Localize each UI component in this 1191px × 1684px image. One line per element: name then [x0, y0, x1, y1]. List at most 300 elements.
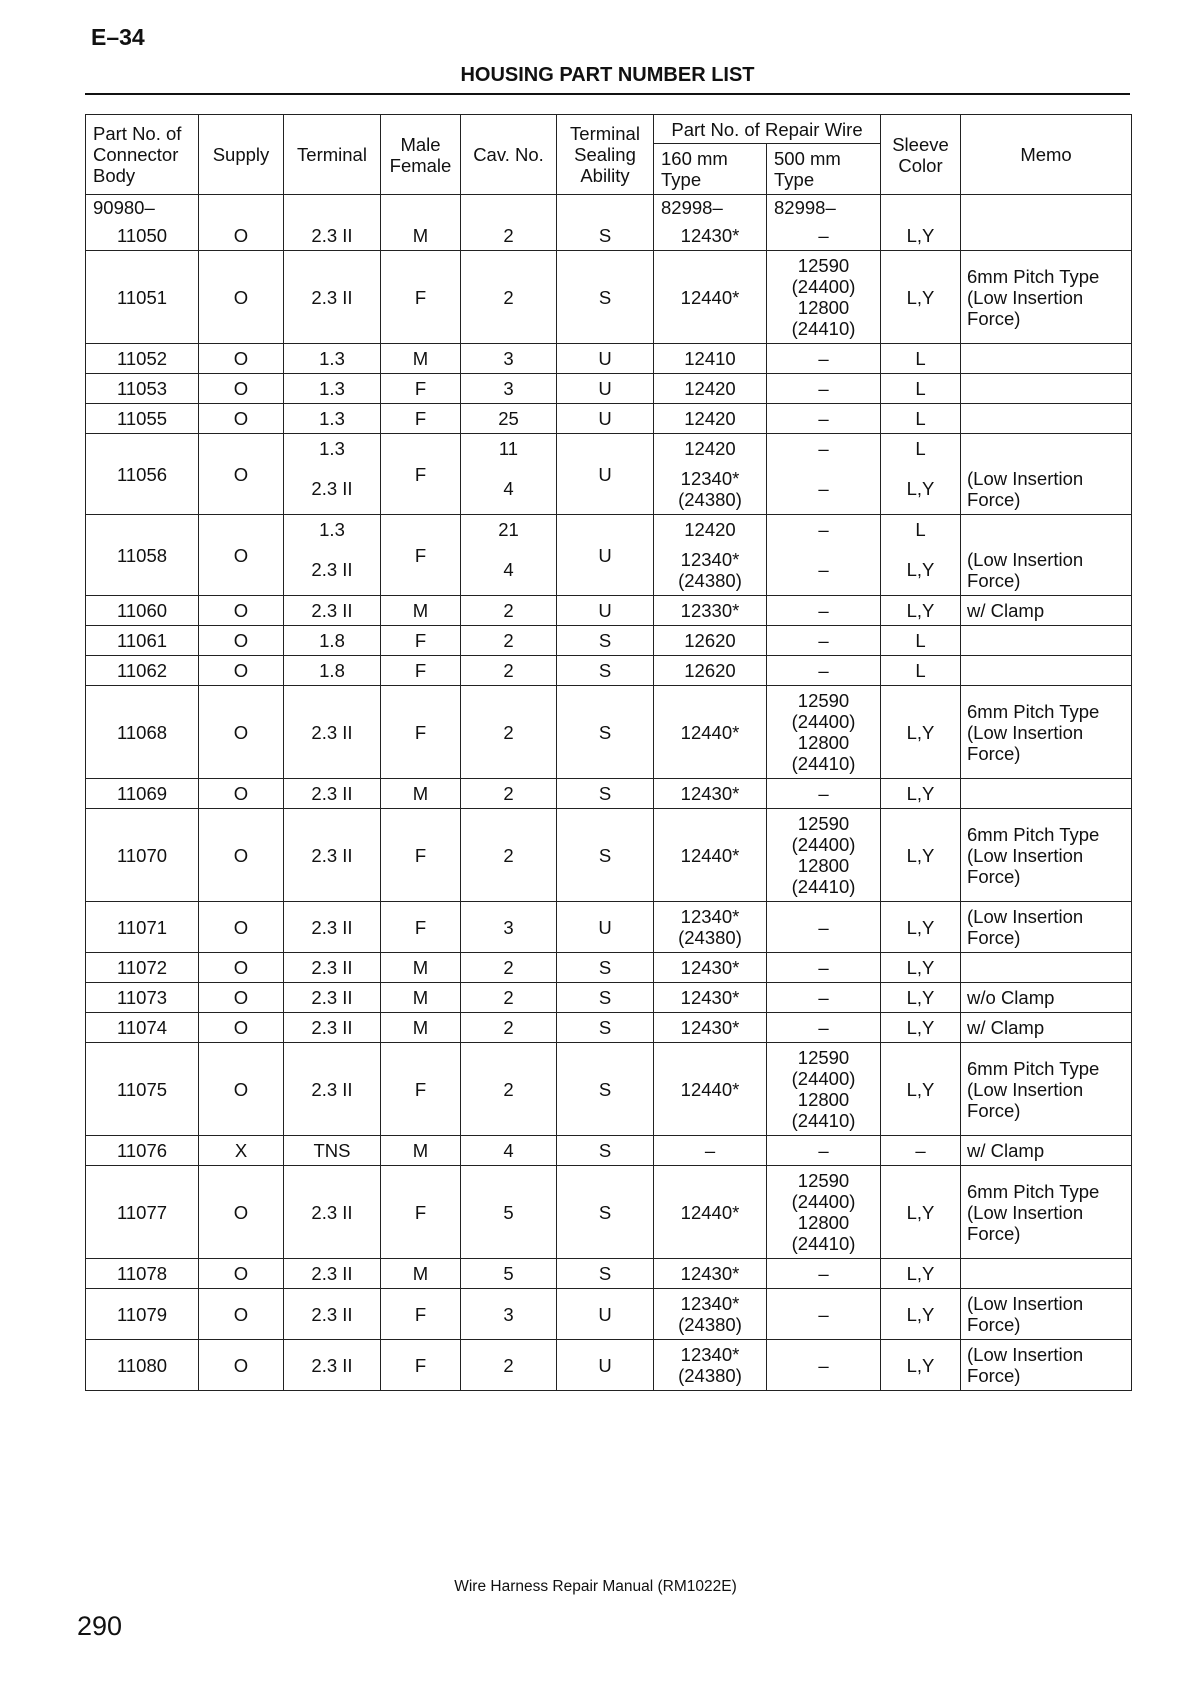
cell-male-female: M	[381, 953, 461, 983]
cell-male-female: F	[381, 374, 461, 404]
cell-sleeve: L,Y	[881, 1166, 961, 1259]
table-row	[86, 902, 1132, 953]
cell-160mm	[654, 344, 767, 374]
cell-male-female: M	[381, 779, 461, 809]
cell-part-no: 11073	[86, 983, 199, 1013]
cell-male-female: F	[381, 1166, 461, 1259]
cell-line: 12590	[797, 813, 850, 834]
cell-line: (24410)	[791, 876, 856, 897]
cell-memo	[961, 374, 1132, 404]
cell-500mm	[767, 779, 881, 809]
cell-supply: O	[199, 515, 284, 596]
table-row	[86, 953, 1132, 983]
header-memo: Memo	[961, 115, 1132, 195]
table-header	[86, 115, 1132, 195]
cell-male-female: M	[381, 344, 461, 374]
cell-line: (Low Insertion	[967, 844, 1084, 866]
header-repair-wire: Part No. of Repair Wire	[654, 115, 881, 144]
page-number: 290	[77, 1611, 123, 1641]
cell-line: 12410	[684, 348, 736, 369]
cell-part-no: 11077	[86, 1166, 199, 1259]
cell-line: 6mm Pitch Type	[967, 700, 1100, 722]
cell-line: (Low Insertion	[967, 286, 1084, 308]
cell-part-no: 11051	[86, 251, 199, 344]
cell-supply: X	[199, 1136, 284, 1166]
cell-terminal: 2.3 II	[284, 686, 381, 779]
header-sealing: Terminal Sealing Ability	[557, 115, 654, 195]
prefix-blank	[557, 195, 654, 221]
cell-memo	[961, 1289, 1132, 1340]
cell-memo	[961, 983, 1132, 1013]
cell-line: 12330*	[680, 600, 740, 621]
cell-memo	[961, 809, 1132, 902]
cell-terminal: 2.3 II	[284, 464, 381, 515]
cell-terminal: 2.3 II	[284, 1043, 381, 1136]
cell-male-female: F	[381, 515, 461, 596]
header-cav-no: Cav. No.	[461, 115, 557, 195]
cell-sealing: S	[557, 1013, 654, 1043]
cell-500mm	[767, 404, 881, 434]
cell-500mm	[767, 344, 881, 374]
cell-sleeve: L,Y	[881, 464, 961, 515]
table-row	[86, 596, 1132, 626]
cell-part-no: 11052	[86, 344, 199, 374]
table-row	[86, 251, 1132, 344]
cell-sealing: S	[557, 686, 654, 779]
cell-cav-no: 4	[461, 1136, 557, 1166]
cell-sleeve: L,Y	[881, 902, 961, 953]
cell-male-female: F	[381, 902, 461, 953]
cell-cav-no: 3	[461, 1289, 557, 1340]
table-row	[86, 221, 1132, 251]
prefix-160mm: 82998–	[654, 195, 767, 221]
footer-text: Wire Harness Repair Manual (RM1022E)	[454, 1578, 737, 1595]
cell-line: –	[818, 600, 829, 621]
cell-sleeve: L,Y	[881, 983, 961, 1013]
cell-supply: O	[199, 344, 284, 374]
cell-160mm	[654, 809, 767, 902]
cell-male-female: F	[381, 1340, 461, 1391]
cell-line: 12620	[684, 630, 736, 651]
cell-line: –	[818, 1354, 829, 1376]
cell-sealing: U	[557, 902, 654, 953]
cell-160mm	[654, 779, 767, 809]
cell-terminal: TNS	[284, 1136, 381, 1166]
cell-male-female: F	[381, 626, 461, 656]
cell-500mm	[767, 1340, 881, 1391]
cell-male-female: M	[381, 1259, 461, 1289]
cell-line: 12800	[797, 1089, 850, 1110]
cell-sleeve: L,Y	[881, 251, 961, 344]
cell-160mm	[654, 464, 767, 515]
cell-part-no: 11068	[86, 686, 199, 779]
cell-500mm	[767, 596, 881, 626]
cell-500mm	[767, 221, 881, 251]
cell-160mm	[654, 902, 767, 953]
cell-cav-no: 2	[461, 596, 557, 626]
cell-terminal: 2.3 II	[284, 779, 381, 809]
cell-line: –	[818, 378, 829, 399]
cell-sleeve: L	[881, 404, 961, 434]
cell-supply: O	[199, 902, 284, 953]
cell-500mm	[767, 953, 881, 983]
cell-terminal: 2.3 II	[284, 1289, 381, 1340]
cell-sealing: U	[557, 515, 654, 596]
cell-terminal: 1.8	[284, 656, 381, 686]
cell-160mm	[654, 686, 767, 779]
cell-500mm	[767, 1043, 881, 1136]
prefix-row	[86, 195, 1132, 221]
cell-line: (Low Insertion	[967, 548, 1084, 570]
cell-memo	[961, 221, 1132, 251]
cell-line: –	[818, 1303, 829, 1325]
cell-terminal: 2.3 II	[284, 596, 381, 626]
cell-sleeve: L	[881, 434, 961, 464]
cell-cav-no: 4	[461, 545, 557, 596]
table-row	[86, 374, 1132, 404]
table-row	[86, 1136, 1132, 1166]
cell-line: 12430*	[680, 987, 740, 1008]
cell-cav-no: 2	[461, 626, 557, 656]
cell-line: (24400)	[791, 1068, 856, 1089]
cell-line: 12800	[797, 1212, 850, 1233]
cell-part-no: 11062	[86, 656, 199, 686]
cell-supply: O	[199, 1013, 284, 1043]
cell-line: (24400)	[791, 276, 856, 297]
cell-male-female: M	[381, 596, 461, 626]
cell-part-no: 11074	[86, 1013, 199, 1043]
cell-cav-no: 2	[461, 809, 557, 902]
table-body	[86, 195, 1132, 1391]
cell-sealing: S	[557, 656, 654, 686]
cell-part-no: 11055	[86, 404, 199, 434]
cell-supply: O	[199, 809, 284, 902]
cell-line: 12590	[797, 1047, 850, 1068]
cell-part-no: 11058	[86, 515, 199, 596]
cell-sealing: S	[557, 953, 654, 983]
cell-line: Force)	[967, 927, 1021, 948]
cell-500mm	[767, 1013, 881, 1043]
cell-line: 12620	[684, 660, 736, 681]
cell-line: (24410)	[791, 318, 856, 339]
cell-memo	[961, 1166, 1132, 1259]
cell-sealing: U	[557, 596, 654, 626]
cell-line: 12440*	[680, 286, 740, 308]
cell-line: 12430*	[680, 783, 740, 804]
cell-male-female: F	[381, 1043, 461, 1136]
table-row	[86, 1289, 1132, 1340]
prefix-500mm: 82998–	[767, 195, 881, 221]
cell-line: (24410)	[791, 753, 856, 774]
cell-sleeve: L	[881, 374, 961, 404]
housing-part-table	[85, 114, 1132, 1391]
cell-500mm	[767, 1289, 881, 1340]
cell-line: –	[818, 660, 829, 681]
cell-memo	[961, 626, 1132, 656]
cell-sealing: S	[557, 983, 654, 1013]
cell-supply: O	[199, 1289, 284, 1340]
cell-supply: O	[199, 221, 284, 251]
header-160mm: 160 mm Type	[654, 144, 767, 195]
cell-line: –	[818, 1263, 829, 1284]
header-male-female: Male Female	[381, 115, 461, 195]
table-row	[86, 434, 1132, 464]
cell-line: (Low Insertion	[967, 721, 1084, 743]
cell-500mm	[767, 251, 881, 344]
cell-part-no: 11075	[86, 1043, 199, 1136]
cell-line: 12340*	[680, 1344, 740, 1365]
cell-500mm	[767, 656, 881, 686]
cell-sleeve: L,Y	[881, 1013, 961, 1043]
cell-line: –	[818, 1017, 829, 1038]
cell-line: 12420	[684, 438, 736, 460]
cell-500mm	[767, 809, 881, 902]
cell-line: 12340*	[680, 548, 740, 570]
cell-sealing: S	[557, 221, 654, 251]
cell-supply: O	[199, 374, 284, 404]
cell-terminal: 2.3 II	[284, 545, 381, 596]
cell-cav-no: 3	[461, 374, 557, 404]
cell-line: w/ Clamp	[967, 1140, 1045, 1161]
cell-cav-no: 2	[461, 221, 557, 251]
cell-memo	[961, 686, 1132, 779]
cell-line: Force)	[967, 1365, 1021, 1386]
cell-160mm	[654, 1136, 767, 1166]
cell-cav-no: 2	[461, 1043, 557, 1136]
cell-160mm	[654, 953, 767, 983]
cell-memo	[961, 1340, 1132, 1391]
cell-terminal: 2.3 II	[284, 251, 381, 344]
cell-160mm	[654, 983, 767, 1013]
cell-sealing: S	[557, 809, 654, 902]
cell-160mm	[654, 1259, 767, 1289]
cell-sleeve: L,Y	[881, 779, 961, 809]
cell-500mm	[767, 464, 881, 515]
prefix-blank	[461, 195, 557, 221]
cell-cav-no: 11	[461, 434, 557, 464]
cell-part-no: 11070	[86, 809, 199, 902]
cell-line: 12340*	[680, 906, 740, 927]
cell-500mm	[767, 434, 881, 464]
table-row	[86, 1013, 1132, 1043]
cell-supply: O	[199, 1043, 284, 1136]
cell-cav-no: 2	[461, 983, 557, 1013]
cell-line: –	[818, 987, 829, 1008]
cell-sleeve: L,Y	[881, 221, 961, 251]
cell-part-no: 11069	[86, 779, 199, 809]
cell-cav-no: 25	[461, 404, 557, 434]
cell-sleeve: L,Y	[881, 1043, 961, 1136]
cell-line: (Low Insertion	[967, 1078, 1084, 1100]
cell-sleeve: L	[881, 656, 961, 686]
cell-line: –	[818, 478, 829, 500]
cell-male-female: F	[381, 656, 461, 686]
cell-line: –	[818, 408, 829, 429]
cell-line: 12340*	[680, 1293, 740, 1314]
cell-supply: O	[199, 596, 284, 626]
cell-cav-no: 3	[461, 344, 557, 374]
title-rule	[85, 93, 1130, 95]
cell-memo	[961, 1043, 1132, 1136]
cell-line: 12440*	[680, 721, 740, 743]
cell-terminal: 1.3	[284, 404, 381, 434]
cell-160mm	[654, 1043, 767, 1136]
cell-terminal: 2.3 II	[284, 953, 381, 983]
cell-line: (24400)	[791, 834, 856, 855]
cell-sealing: S	[557, 1166, 654, 1259]
cell-line: 12340*	[680, 467, 740, 489]
cell-memo	[961, 779, 1132, 809]
cell-sealing: S	[557, 626, 654, 656]
cell-sealing: U	[557, 1340, 654, 1391]
cell-cav-no: 2	[461, 1013, 557, 1043]
cell-supply: O	[199, 434, 284, 515]
cell-cav-no: 2	[461, 953, 557, 983]
cell-memo	[961, 434, 1132, 464]
cell-line: –	[818, 224, 829, 246]
cell-memo	[961, 251, 1132, 344]
prefix-part: 90980–	[86, 195, 199, 221]
cell-line: w/ Clamp	[967, 600, 1045, 621]
cell-sealing: S	[557, 1136, 654, 1166]
prefix-blank	[881, 195, 961, 221]
cell-supply: O	[199, 251, 284, 344]
cell-line: –	[818, 1140, 829, 1161]
cell-sleeve: L,Y	[881, 1289, 961, 1340]
cell-terminal: 1.3	[284, 344, 381, 374]
table-row	[86, 656, 1132, 686]
cell-line: –	[818, 438, 829, 460]
cell-line: Force)	[967, 742, 1021, 764]
cell-line: Force)	[967, 1314, 1021, 1335]
cell-line: 6mm Pitch Type	[967, 1180, 1100, 1202]
cell-line: Force)	[967, 488, 1021, 510]
cell-male-female: F	[381, 404, 461, 434]
table-row	[86, 626, 1132, 656]
cell-sleeve: L,Y	[881, 809, 961, 902]
cell-line: –	[818, 957, 829, 978]
cell-cav-no: 21	[461, 515, 557, 545]
cell-500mm	[767, 545, 881, 596]
cell-cav-no: 2	[461, 779, 557, 809]
cell-memo	[961, 1259, 1132, 1289]
prefix-blank	[381, 195, 461, 221]
cell-male-female: M	[381, 1013, 461, 1043]
cell-part-no: 11061	[86, 626, 199, 656]
cell-160mm	[654, 221, 767, 251]
cell-line: (24380)	[678, 1365, 742, 1386]
cell-line: 12430*	[680, 1017, 740, 1038]
cell-terminal: 1.3	[284, 515, 381, 545]
cell-160mm	[654, 1340, 767, 1391]
cell-line: 12430*	[680, 957, 740, 978]
cell-160mm	[654, 545, 767, 596]
cell-500mm	[767, 902, 881, 953]
page-code: E–34	[91, 24, 145, 50]
cell-memo	[961, 545, 1132, 596]
table-row	[86, 1166, 1132, 1259]
cell-part-no: 11079	[86, 1289, 199, 1340]
cell-cav-no: 2	[461, 251, 557, 344]
cell-sealing: U	[557, 1289, 654, 1340]
cell-part-no: 11056	[86, 434, 199, 515]
cell-line: (24410)	[791, 1110, 856, 1131]
cell-supply: O	[199, 656, 284, 686]
cell-160mm	[654, 1166, 767, 1259]
cell-memo	[961, 953, 1132, 983]
cell-terminal: 2.3 II	[284, 1166, 381, 1259]
cell-line: –	[818, 559, 829, 581]
cell-sleeve: L,Y	[881, 1259, 961, 1289]
cell-male-female: M	[381, 983, 461, 1013]
cell-memo	[961, 1013, 1132, 1043]
prefix-blank	[961, 195, 1132, 221]
header-sleeve: Sleeve Color	[881, 115, 961, 195]
cell-line: –	[818, 630, 829, 651]
cell-part-no: 11076	[86, 1136, 199, 1166]
cell-line: (Low Insertion	[967, 906, 1084, 927]
cell-terminal: 1.3	[284, 434, 381, 464]
cell-160mm	[654, 251, 767, 344]
cell-terminal: 2.3 II	[284, 902, 381, 953]
cell-terminal: 2.3 II	[284, 809, 381, 902]
cell-160mm	[654, 404, 767, 434]
table-row	[86, 404, 1132, 434]
cell-cav-no: 5	[461, 1166, 557, 1259]
cell-line: 6mm Pitch Type	[967, 823, 1100, 845]
cell-sleeve: L,Y	[881, 596, 961, 626]
cell-line: w/ Clamp	[967, 1017, 1045, 1038]
cell-line: 12800	[797, 732, 850, 753]
cell-supply: O	[199, 1340, 284, 1391]
header-supply: Supply	[199, 115, 284, 195]
cell-500mm	[767, 1166, 881, 1259]
table-row	[86, 686, 1132, 779]
table-row	[86, 1043, 1132, 1136]
cell-line: Force)	[967, 569, 1021, 591]
cell-terminal: 2.3 II	[284, 1340, 381, 1391]
cell-memo	[961, 596, 1132, 626]
cell-line: 6mm Pitch Type	[967, 265, 1100, 287]
cell-line: 12590	[797, 690, 850, 711]
header-500mm: 500 mm Type	[767, 144, 881, 195]
cell-line: Force)	[967, 1099, 1021, 1121]
cell-sleeve: L,Y	[881, 686, 961, 779]
cell-line: –	[818, 519, 829, 541]
cell-line: 12800	[797, 297, 850, 318]
cell-sealing: S	[557, 1259, 654, 1289]
cell-cav-no: 5	[461, 1259, 557, 1289]
cell-line: 12800	[797, 855, 850, 876]
cell-sleeve: L	[881, 626, 961, 656]
cell-male-female: F	[381, 686, 461, 779]
cell-memo	[961, 515, 1132, 545]
cell-sleeve: L	[881, 515, 961, 545]
cell-line: –	[818, 348, 829, 369]
cell-line: (Low Insertion	[967, 1293, 1084, 1314]
cell-160mm	[654, 374, 767, 404]
cell-sealing: S	[557, 251, 654, 344]
page-title: HOUSING PART NUMBER LIST	[460, 64, 755, 86]
cell-line: (24380)	[678, 927, 742, 948]
cell-line: 12590	[797, 255, 850, 276]
cell-cav-no: 2	[461, 686, 557, 779]
cell-male-female: M	[381, 1136, 461, 1166]
header-terminal: Terminal	[284, 115, 381, 195]
cell-sealing: U	[557, 374, 654, 404]
cell-500mm	[767, 1259, 881, 1289]
cell-sleeve: L,Y	[881, 1340, 961, 1391]
